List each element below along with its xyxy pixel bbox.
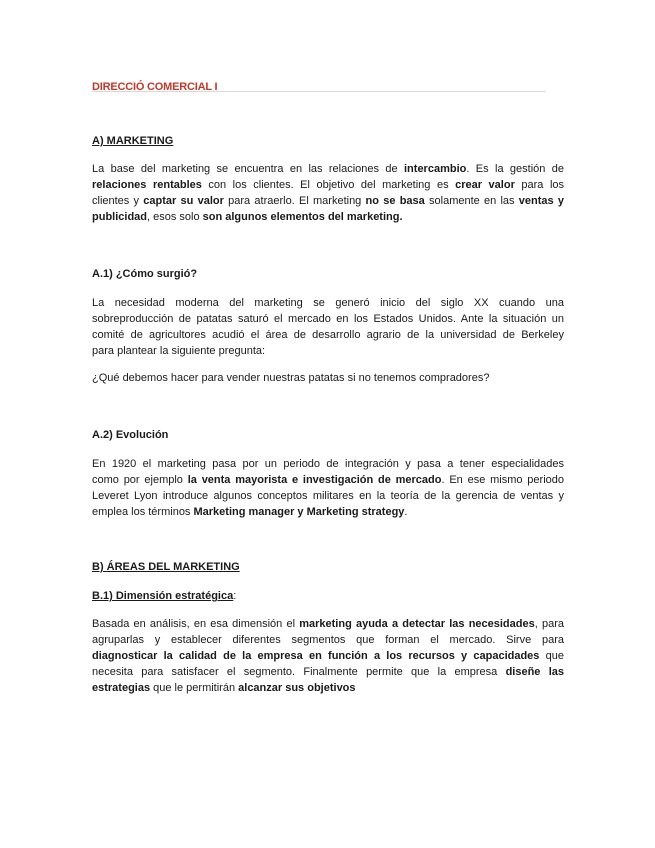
section-heading-evolucion: A.2) Evolución: [92, 429, 169, 441]
bold-run: son algunos elementos del marketing.: [202, 211, 403, 223]
bold-run: captar su valor: [143, 195, 224, 207]
header-title: DIRECCIÓ COMERCIAL I: [92, 81, 218, 93]
bold-run: no se basa: [365, 195, 425, 207]
text-run: emplea los términos: [92, 506, 194, 518]
text-run: como por ejemplo: [92, 474, 188, 486]
text-line: sobreproducción de patatas saturó el mercado en los Estados Unidos. Ante la situación un: [92, 313, 564, 325]
text-line: La necesidad moderna del marketing se generó inicio del siglo XX cuando una: [92, 297, 564, 309]
text-run: clientes y: [92, 195, 144, 207]
text-line: [92, 177, 564, 193]
text-run: necesita para satisfacer el segmento. Finalmente permite que la empresa: [92, 666, 506, 678]
text-line: para plantear la siguiente pregunta:: [92, 345, 266, 357]
text-line: En 1920 el marketing pasa por un periodo de integración y pasa a tener especialidades: [92, 458, 564, 470]
bold-run: Marketing manager y Marketing strategy: [193, 506, 405, 518]
text-line: Leveret Lyon introduce algunos conceptos militares en la teoría de la gerencia de ventas y: [92, 490, 564, 502]
text-run: para atraerlo. El marketing: [223, 195, 366, 207]
text-line: [92, 193, 564, 209]
bold-run: publicidad: [92, 211, 147, 223]
text-line: agruparlas y establecer diferentes segmentos que forman el mercado. Sirve para: [92, 634, 564, 646]
text-line: [92, 472, 564, 488]
paragraph-como-surgio: [92, 295, 564, 359]
text-line: [92, 504, 564, 520]
text-run: , para: [534, 618, 564, 630]
text-run: , esos solo: [147, 211, 203, 223]
subheading-colon: :: [233, 590, 237, 602]
question-line: ¿Qué debemos hacer para vender nuestras patatas si no tenemos compradores?: [92, 372, 490, 384]
text-run: que: [539, 650, 564, 662]
bold-run: intercambio: [404, 163, 467, 175]
bold-run: ventas y: [518, 195, 564, 207]
bold-run: diseñe las: [505, 666, 564, 678]
section-heading-como-surgio: A.1) ¿Cómo surgió?: [92, 268, 198, 280]
text-run: que le permitirán: [150, 682, 239, 694]
text-line: comité de agricultores acudió el área de desarrollo agrario de la universidad de Berkeley: [92, 329, 564, 341]
section-heading-dimension-estrategica: [92, 588, 564, 604]
text-run: . Es la gestión de: [466, 163, 565, 175]
section-heading-areas: B) ÁREAS DEL MARKETING: [92, 561, 240, 573]
bold-run: la venta mayorista e investigación de mercado: [187, 474, 442, 486]
paragraph-dimension-estrategica: [92, 616, 564, 696]
bold-run: estrategias: [92, 682, 151, 694]
text-line: [92, 209, 564, 225]
text-run: para los: [514, 179, 565, 191]
text-run: . En ese mismo periodo: [441, 474, 564, 486]
text-line: [92, 680, 564, 696]
text-run: solamente en las: [424, 195, 519, 207]
paragraph-evolucion: [92, 456, 564, 520]
text-line: [92, 648, 564, 664]
bold-run: crear valor: [455, 179, 515, 191]
bold-run: diagnosticar la calidad de la empresa en función a los recursos y capacidades: [92, 650, 540, 662]
text-line: [92, 161, 564, 177]
subheading-text: B.1) Dimensión estratégica: [92, 590, 234, 602]
text-line: [92, 664, 564, 680]
text-run: Basada en análisis, en esa dimensión el: [92, 618, 300, 630]
text-run: La base del marketing se encuentra en las relaciones de: [92, 163, 404, 175]
bold-run: alcanzar sus objetivos: [238, 682, 356, 694]
text-run: con los clientes. El objetivo del marketing es: [201, 179, 456, 191]
section-heading-marketing: A) MARKETING: [92, 135, 174, 147]
document-header: [92, 77, 546, 92]
paragraph-marketing: [92, 161, 564, 225]
bold-run: marketing ayuda a detectar las necesidades: [299, 618, 535, 630]
text-run: .: [404, 506, 408, 518]
bold-run: relaciones rentables: [92, 179, 202, 191]
text-line: [92, 616, 564, 632]
